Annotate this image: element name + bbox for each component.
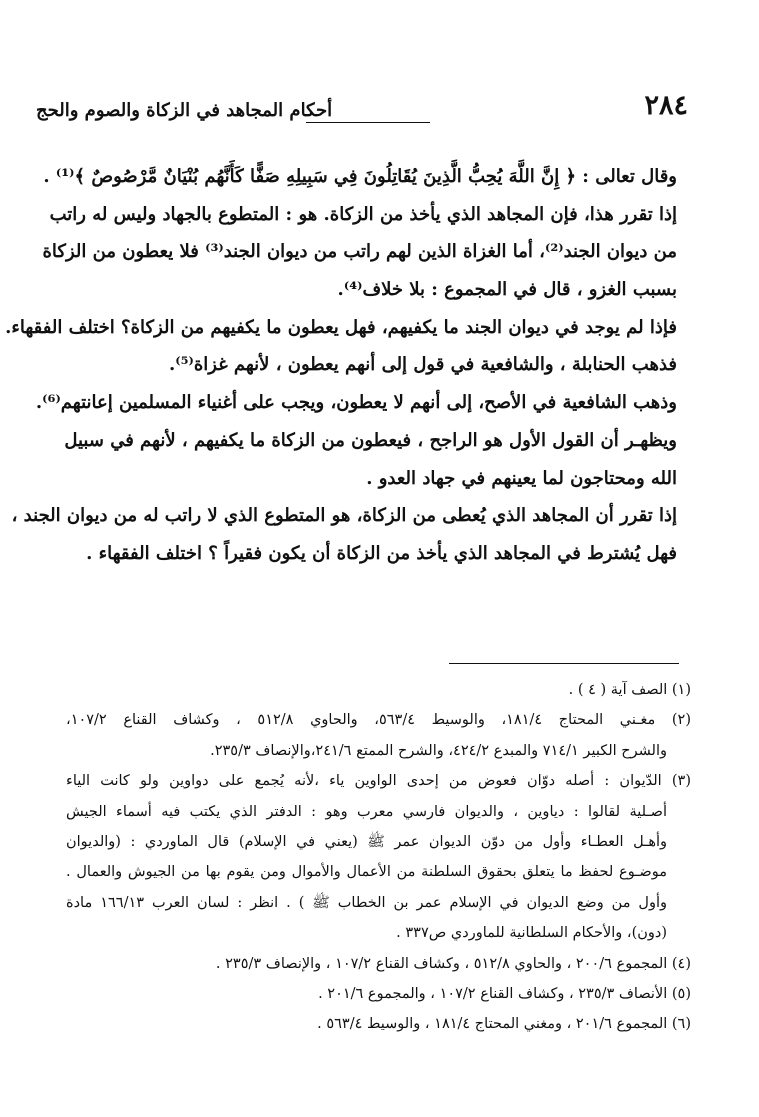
footnote-line: (٦) المجموع ٢٠١/٦ ، ومغني المحتاج ١٨١/٤ ، والوسيط ٥٦٣/٤ . (317, 1016, 691, 1033)
footnote-line: (٥) الأنصاف ٢٣٥/٣ ، وكشاف القناع ١٠٧/٢ ، والمجموع ٢٠١/٦ . (318, 985, 691, 1002)
text-line: بسبب الغزو ، قال في المجموع : بلا خلاف⁽⁴⁾. (337, 279, 677, 301)
footnote-line: أصـلية لقالوا : دياوين ، والديوان فارسي معرب وهو : الدفتر الذي يكتب فيه أسماء الجيش (66, 803, 667, 820)
text-line: ويظهـر أن القول الأول هو الراجح ، فيعطون من الزكاة ما يكفيهم ، لأنهم في سبيل (64, 429, 677, 451)
footnote-line: (٤) المجموع ٢٠٠/٦ ، والحاوي ٥١٢/٨ ، وكشاف القناع ١٠٧/٢ ، والإنصاف ٢٣٥/٣ . (215, 955, 691, 972)
main-text (5, 158, 677, 573)
page-header (36, 90, 688, 136)
footnotes (66, 675, 691, 1040)
footnote-line: موضـوع لحفظ ما يتعلق بحقوق السلطنة من الأعمال والأموال ومن يقوم بها من الجيوش والعمال . (66, 864, 667, 881)
text-line: إذا تقرر أن المجاهد الذي يُعطى من الزكاة، هو المتطوع الذي لا راتب له من ديوان الجند ، (11, 505, 677, 527)
page-number: ٢٨٤ (644, 90, 688, 121)
header-rule (306, 122, 430, 123)
footnote-line: (٢) مغـني المحتاج ١٨١/٤، والوسيط ٥٦٣/٤، والحاوي ٥١٢/٨ ، وكشاف القناع ١٠٧/٢، (66, 712, 691, 729)
text-line: من ديوان الجند⁽²⁾، أما الغزاة الذين لهم راتب من ديوان الجند⁽³⁾ فلا يعطون من الزكاة (42, 241, 677, 263)
footnote-line: وأهـل العطـاء وأول من دوّن الديوان عمر ﷺ (يعني في الإسلام) قال الماوردي : (والديوان (66, 833, 667, 850)
text-line: إذا تقرر هذا، فإن المجاهد الذي يأخذ من الزكاة. هو : المتطوع بالجهاد وليس له راتب (49, 203, 677, 225)
text-line: وقال تعالى : ﴿ إِنَّ اللَّهَ يُحِبُّ الَّذِينَ يُقَاتِلُونَ فِي سَبِيلِهِ صَفًّا كَأَنَّهُم بُنْيَانٌ مَّرْصُوصٌ ﴾⁽¹⁾ . (43, 166, 677, 187)
text-line: فإذا لم يوجد في ديوان الجند ما يكفيهم، فهل يعطون ما يكفيهم من الزكاة؟ اختلف الفقهاء. (5, 316, 677, 338)
text-line: فهل يُشترط في المجاهد الذي يأخذ من الزكاة أن يكون فقيراً ؟ اختلف الفقهاء . (86, 542, 677, 564)
footnote-line: والشرح الكبير ٧١٤/١ والمبدع ٤٢٤/٢، والشرح الممتع ٢٤١/٦،والإنصاف ٢٣٥/٣. (210, 742, 667, 759)
text-line: فذهب الحنابلة ، والشافعية في قول إلى أنهم يعطون ، لأنهم غزاة⁽⁵⁾. (168, 354, 677, 376)
footnote-line: (٣) الدّيوان : أصله دوّان فعوض من إحدى الواوين ياء ،لأنه يُجمع على دواوين ولو كانت الياء (66, 773, 691, 790)
footnote-line: (دون)، والأحكام السلطانية للماوردي ص٣٣٧ . (396, 925, 667, 942)
running-title: أحكام المجاهد في الزكاة والصوم والحج (36, 100, 333, 121)
footnote-separator (449, 663, 679, 664)
text-line: الله ومحتاجون لما يعينهم في جهاد العدو . (366, 467, 677, 489)
footnote-line: (١) الصف آية ( ٤ ) . (568, 682, 691, 698)
text-line: وذهب الشافعية في الأصح، إلى أنهم لا يعطون، ويجب على أغنياء المسلمين إعانتهم⁽⁶⁾. (35, 392, 677, 414)
footnote-line: وأول من وضع الديوان في الإسلام عمر بن الخطاب ﷺ ) . انظر : لسان العرب ١٦٦/١٣ مادة (66, 894, 667, 911)
